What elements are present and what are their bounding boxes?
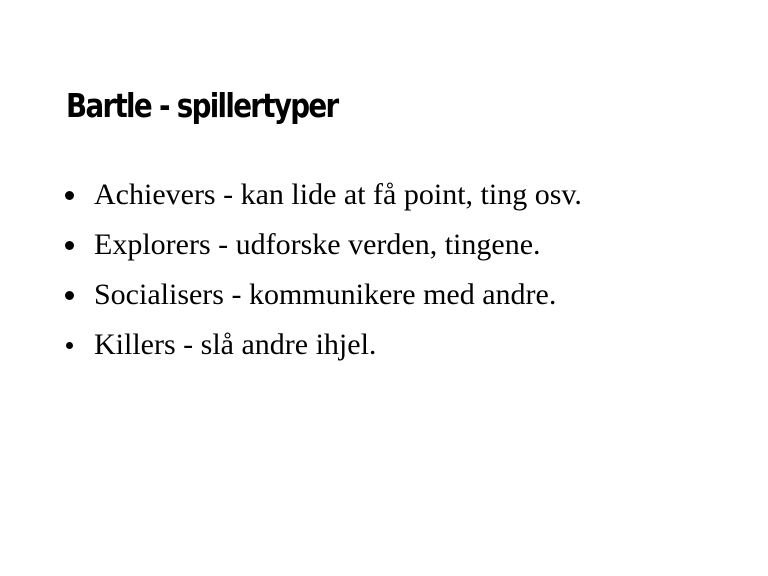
bullet-text: Explorers - udforske verden, tingene.: [94, 228, 541, 261]
bullet-text: Achievers - kan lide at få point, ting osv.: [94, 178, 582, 211]
bullet-dot-icon: [62, 220, 88, 270]
slide-title: Bartle - spillertyper: [66, 86, 338, 125]
list-item: [62, 220, 576, 270]
list-item: [62, 170, 582, 220]
list-item: [62, 270, 576, 320]
bullet-dot-icon: [62, 270, 88, 320]
bullet-list: [62, 170, 582, 370]
bullet-dot-icon: [62, 320, 88, 370]
bullet-text: Killers - slå andre ihjel.: [94, 328, 377, 361]
bullet-text: Socialisers - kommunikere med andre.: [94, 278, 557, 311]
bullet-dot-icon: [62, 170, 88, 220]
list-item: [62, 320, 576, 370]
